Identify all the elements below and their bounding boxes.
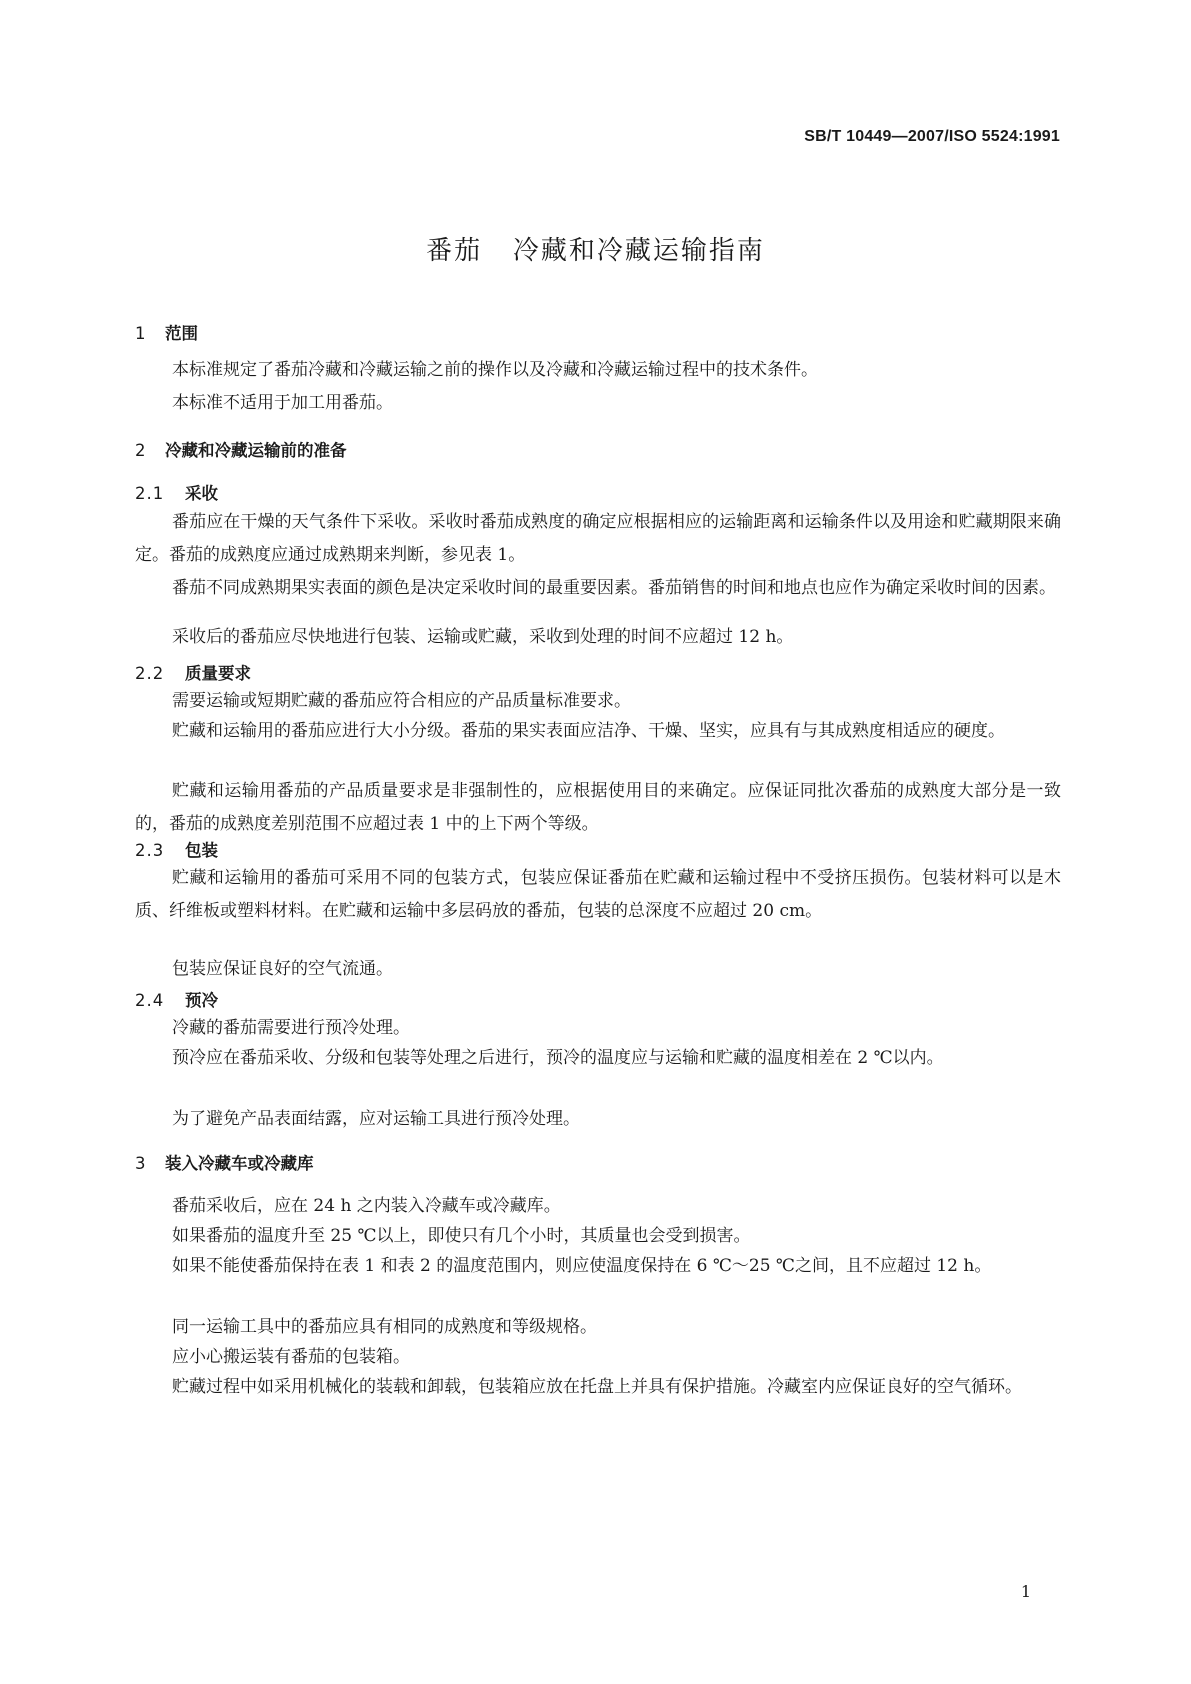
section-number: 2 bbox=[135, 441, 146, 460]
subsection-heading-2-2 bbox=[135, 660, 251, 684]
paragraph: 如果不能使番茄保持在表 1 和表 2 的温度范围内，则应使温度保持在 6 ℃～25 ℃之间，且不应超过 12 h。 bbox=[172, 1256, 992, 1276]
paragraph: 番茄采收后，应在 24 h 之内装入冷藏车或冷藏库。 bbox=[172, 1196, 561, 1216]
section-heading-1 bbox=[135, 320, 198, 344]
standard-code: SB/T 10449—2007/ISO 5524:1991 bbox=[804, 128, 1060, 145]
subsection-number: 2.2 bbox=[135, 664, 165, 683]
subsection-title: 包装 bbox=[185, 841, 218, 860]
subsection-number: 2.3 bbox=[135, 841, 165, 860]
subsection-number: 2.1 bbox=[135, 484, 165, 503]
section-title: 装入冷藏车或冷藏库 bbox=[165, 1154, 314, 1173]
paragraph: 需要运输或短期贮藏的番茄应符合相应的产品质量标准要求。 bbox=[172, 691, 631, 711]
document-title: 番茄 冷藏和冷藏运输指南 bbox=[426, 236, 765, 266]
paragraph: 冷藏的番茄需要进行预冷处理。 bbox=[172, 1018, 410, 1038]
paragraph: 如果番茄的温度升至 25 ℃以上，即使只有几个小时，其质量也会受到损害。 bbox=[172, 1226, 751, 1246]
paragraph: 贮藏和运输用的番茄应进行大小分级。番茄的果实表面应洁净、干燥、坚实，应具有与其成熟度相适应的硬度。 bbox=[172, 721, 1005, 741]
paragraph: 本标准规定了番茄冷藏和冷藏运输之前的操作以及冷藏和冷藏运输过程中的技术条件。 bbox=[172, 360, 818, 380]
paragraph: 番茄应在干燥的天气条件下采收。采收时番茄成熟度的确定应根据相应的运输距离和运输条件以及用途和贮藏期限来确定。番茄的成熟度应通过成熟期来判断，参见表 1。 bbox=[135, 512, 1061, 565]
paragraph: 同一运输工具中的番茄应具有相同的成熟度和等级规格。 bbox=[172, 1317, 597, 1337]
subsection-heading-2-1 bbox=[135, 480, 218, 504]
section-heading-2 bbox=[135, 437, 347, 461]
subsection-title: 采收 bbox=[185, 484, 218, 503]
section-title: 范围 bbox=[165, 324, 198, 343]
subsection-heading-2-3 bbox=[135, 837, 218, 861]
paragraph: 贮藏过程中如采用机械化的装载和卸载，包装箱应放在托盘上并具有保护措施。冷藏室内应保证良好的空气循环。 bbox=[172, 1377, 1022, 1397]
paragraph: 贮藏和运输用的番茄可采用不同的包装方式，包装应保证番茄在贮藏和运输过程中不受挤压损伤。包装材料可以是木质、纤维板或塑料材料。在贮藏和运输中多层码放的番茄，包装的总深度不应超过 20 cm。 bbox=[135, 868, 1061, 921]
paragraph: 为了避免产品表面结露，应对运输工具进行预冷处理。 bbox=[172, 1109, 580, 1129]
paragraph: 番茄不同成熟期果实表面的颜色是决定采收时间的最重要因素。番茄销售的时间和地点也应作为确定采收时间的因素。 bbox=[172, 578, 1056, 598]
section-title: 冷藏和冷藏运输前的准备 bbox=[165, 441, 347, 460]
paragraph: 应小心搬运装有番茄的包装箱。 bbox=[172, 1347, 410, 1367]
paragraph: 本标准不适用于加工用番茄。 bbox=[172, 393, 393, 413]
section-number: 3 bbox=[135, 1154, 146, 1173]
subsection-number: 2.4 bbox=[135, 991, 165, 1010]
paragraph: 贮藏和运输用番茄的产品质量要求是非强制性的，应根据使用目的来确定。应保证同批次番茄的成熟度大部分是一致的，番茄的成熟度差别范围不应超过表 1 中的上下两个等级。 bbox=[135, 781, 1061, 834]
page-number: 1 bbox=[1020, 1582, 1031, 1601]
section-number: 1 bbox=[135, 324, 146, 343]
paragraph: 预冷应在番茄采收、分级和包装等处理之后进行，预冷的温度应与运输和贮藏的温度相差在 2 ℃以内。 bbox=[172, 1048, 944, 1068]
paragraph: 包装应保证良好的空气流通。 bbox=[172, 959, 393, 979]
section-heading-3 bbox=[135, 1150, 314, 1174]
subsection-title: 预冷 bbox=[185, 991, 218, 1010]
subsection-title: 质量要求 bbox=[185, 664, 251, 683]
paragraph: 采收后的番茄应尽快地进行包装、运输或贮藏，采收到处理的时间不应超过 12 h。 bbox=[172, 627, 794, 647]
subsection-heading-2-4 bbox=[135, 987, 218, 1011]
